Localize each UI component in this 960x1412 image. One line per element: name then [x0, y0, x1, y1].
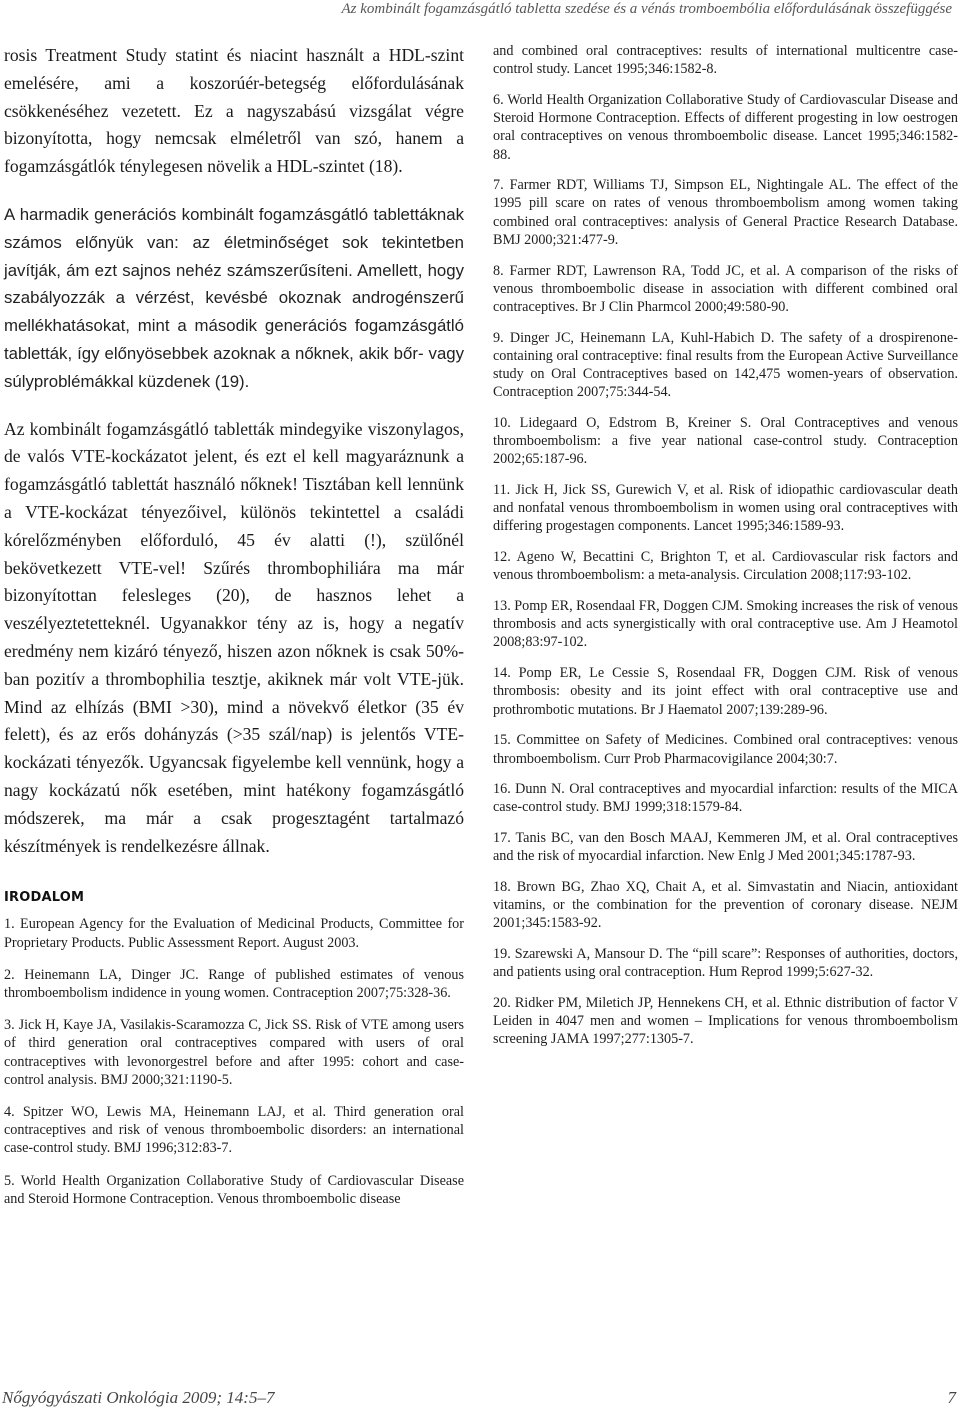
references-heading: IRODALOM: [4, 890, 85, 906]
body-paragraph: rosis Treatment Study statint és niacint használt a HDL-szint emelésére, ami a koszorúér-betegség előfordulásának csökkenéséhez vezetett. Ez a nagyszabású vizsgálat végre bizonyította, hogy nemcsak elméletről van szó, hanem a fogamzásgátlók ténylegesen növelik a HDL-szintet (18).: [4, 45, 464, 177]
body-paragraph: Az kombinált fogamzásgátló tabletták mindegyike viszonylagos, de valós VTE-kockázatot jelent, és ezt el kell magyaráznunk a fogamzásgátló tablettát használó nőknek! Tisztában kell lennünk a VTE-kockázat tényezőivel, különös tekintettel a családi kórelőzményben előforduló, 45 év alatti (!), szülőnél bekövetkezett VTE-vel! Szűrés thrombophiliára ma már bizonyítottan felesleges (20), de hasznos lehet a veszélyeztetetteknél. Ugyanakkor tény az is, hogy a negatív eredmény nem kizáró tényező, hiszen azon nőknek is csak 50%-ban pozitív a thrombophilia tesztje, akiknek már volt VTE-jük. Mind az elhízás (BMI >30), mind a növekvő életkor (35 év felett), és az erős dohányzás (>35 szál/nap) is jelentős VTE-kockázati tényezők. Ugyancsak figyelembe kell vennünk, hogy a nagy kockázatú nők esetében, mint hatékony fogamzásgátló módszerek, ma már a csak progesztagént tartalmazó készítmények is rendelkezésre állnak.: [4, 418, 464, 856]
reference-item: 12. Ageno W, Becattini C, Brighton T, et al. Cardiovascular risk factors and venous thromboembolism: a meta-analysis. Circulation 2008;117:93-102.: [493, 549, 958, 584]
reference-item: 11. Jick H, Jick SS, Gurewich V, et al. Risk of idiopathic cardiovascular death and nonfatal venous thromboembolism in women using oral contraceptives with differing progestagen components. Lancet 1995;346:1589-93.: [493, 482, 958, 535]
reference-item: 9. Dinger JC, Heinemann LA, Kuhl-Habich D. The safety of a drospirenone-containing oral contraceptive: final results from the European Active Surveillance study on Oral Contraceptives based on 142,475 women-years of observation. Contraception 2007;75:344-54.: [493, 329, 958, 401]
reference-list-left: [4, 915, 464, 1208]
reference-item: 6. World Health Organization Collaborative Study of Cardiovascular Disease and Steroid Hormone Contraception. Effects of different progesting in low oestrogen oral contraceptives on venous thromboembolic disease. Lancet 1995;346:1582-88.: [493, 91, 958, 163]
right-column: [493, 42, 958, 1061]
journal-citation-footer: Nőgyógyászati Onkológia 2009; 14:5–7: [2, 1388, 275, 1407]
reference-item: 20. Ridker PM, Miletich JP, Hennekens CH, et al. Ethnic distribution of factor V Leiden in 4047 men and women – Implications for venous thromboembolism screening JAMA 1997;277:1305-7.: [493, 995, 958, 1048]
reference-item: 14. Pomp ER, Le Cessie S, Rosendaal FR, Doggen CJM. Risk of venous thrombosis: obesity and its joint effect with oral contraceptive use and prothrombotic mutations. Br J Haematol 2007;139:289-96.: [493, 665, 958, 718]
reference-item: 4. Spitzer WO, Lewis MA, Heinemann LAJ, et al. Third generation oral contraceptives and risk of venous thromboembolic disorders: an international case-control study. BMJ 1996;312:83-7.: [4, 1103, 464, 1157]
running-title: Az kombinált fogamzásgátló tabletta szedése és a vénás tromboembólia előfordulásának összefüggése: [341, 1, 952, 17]
reference-list-right: [493, 42, 958, 1049]
reference-item: 7. Farmer RDT, Williams TJ, Simpson EL, Nightingale AL. The effect of the 1995 pill scare on rates of venous thromboembolism among women taking combined oral contraceptives: analysis of General Practice Research Database. BMJ 2000;321:477-9.: [493, 177, 958, 248]
reference-item: 8. Farmer RDT, Lawrenson RA, Todd JC, et al. A comparison of the risks of venous thromboembolic disease in association with different combined oral contraceptives. Br J Clin Pharmcol 2000;49:580-90.: [493, 262, 958, 315]
left-column: [4, 42, 464, 1222]
reference-item: 3. Jick H, Kaye JA, Vasilakis-Scaramozza C, Jick SS. Risk of VTE among users of third generation oral contraceptives compared with users of oral contraceptives with levonorgestrel before and after 1995: cohort and case-control analysis. BMJ 2000;321:1190-5.: [4, 1017, 464, 1088]
reference-item: 19. Szarewski A, Mansour D. The “pill scare”: Responses of authorities, doctors, and patients using oral contraception. Hum Reprod 1999;5:627-32.: [493, 946, 958, 981]
reference-item: 10. Lidegaard O, Edstrom B, Kreiner S. Oral Contraceptives and venous thromboembolism: a five year national case-control study. Contraception 2002;65:187-96.: [493, 414, 958, 468]
reference-item: 5. World Health Organization Collaborative Study of Cardiovascular Disease and Steroid Hormone Contraception. Venous thromboembolic disease: [4, 1172, 464, 1207]
reference-item: 17. Tanis BC, van den Bosch MAAJ, Kemmeren JM, et al. Oral contraceptives and the risk of myocardial infarction. New Enlg J Med 2001;345:1787-93.: [493, 830, 958, 865]
reference-item: 16. Dunn N. Oral contraceptives and myocardial infarction: results of the MICA case-control study. BMJ 1999;318:1579-84.: [493, 781, 958, 816]
reference-item: 18. Brown BG, Zhao XQ, Chait A, et al. Simvastatin and Niacin, antioxidant vitamins, or the combination for the prevention of coronary disease. NEJM 2001;345:1583-92.: [493, 879, 958, 932]
reference-item: 1. European Agency for the Evaluation of Medicinal Products, Committee for Proprietary Products. Public Assessment Report. August 2003.: [4, 916, 464, 951]
reference-item: and combined oral contraceptives: results of international multicentre case-control study. Lancet 1995;346:1582-8.: [493, 43, 958, 78]
body-paragraph: A harmadik generációs kombinált fogamzásgátló tablettáknak számos előnyük van: az életminőséget sok tekintetben javítják, ám ezt sajnos nehéz számszerűsíteni. Amellett, hogy szabályozzák a vérzést, kevésbé okoznak androgénszerű mellékhatásokat, mint a második generációs fogamzásgátló tabletták, így előnyösebbek azoknak a nőknek, akik bőr- vagy súlyproblémákkal küzdenek (19).: [4, 204, 464, 391]
page-number: 7: [947, 1388, 956, 1407]
reference-item: 15. Committee on Safety of Medicines. Combined oral contraceptives: venous thromboembolism. Curr Prob Pharmacovigilance 2004;30:7.: [493, 732, 958, 767]
reference-item: 13. Pomp ER, Rosendaal FR, Doggen CJM. Smoking increases the risk of venous thrombosis and acts synergistically with oral contraceptive use. Am J Heamotol 2008;83:97-102.: [493, 598, 959, 651]
reference-item: 2. Heinemann LA, Dinger JC. Range of published estimates of venous thromboembolism indidence in young women. Contraception 2007;75:328-36.: [4, 966, 464, 1001]
